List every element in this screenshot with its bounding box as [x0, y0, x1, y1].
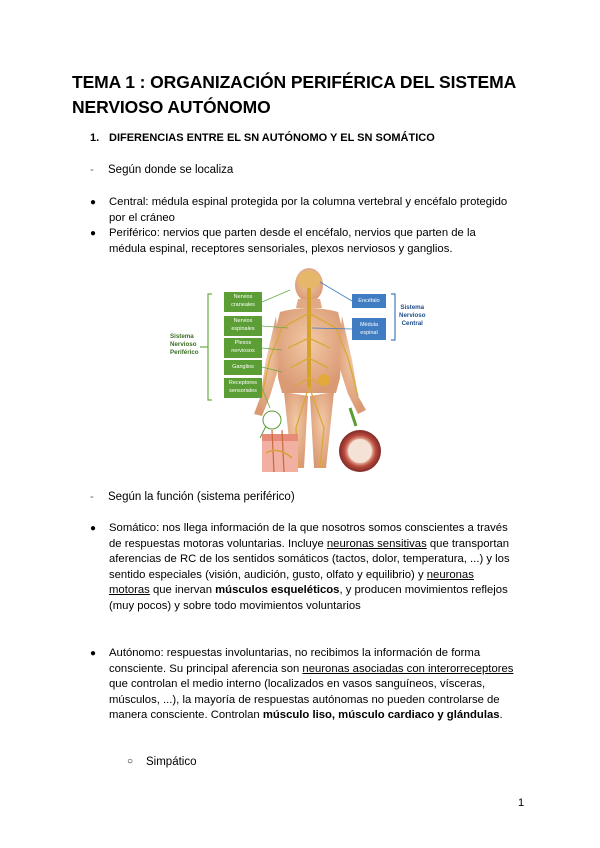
nervous-system-figure [170, 268, 438, 475]
underlined-term: neuronas asociadas con interorreceptores [302, 662, 514, 675]
right-title-line: Sistema [400, 304, 425, 311]
box-text: Encéfalo [358, 298, 380, 304]
page-title: TEMA 1 : ORGANIZACIÓN PERIFÉRICA DEL SISTEMA NERVIOSO AUTÓNOMO [72, 72, 516, 117]
bullet-icon: ● [90, 523, 97, 534]
text-run: , y producen movimientos reflejos (muy pocos) y sobre todo movimientos voluntarios [109, 584, 508, 612]
somatico-paragraph [109, 521, 514, 615]
box-text: craneales [231, 302, 255, 308]
text-run: que controlan el medio interno (localizados en vasos sanguíneos, vísceras, músculos, ...), la mayoría de respuestas autónomas no pueden controlarse de manera consciente. Controlan [109, 678, 500, 722]
box-text: Receptores [228, 380, 258, 386]
page-number: 1 [518, 797, 525, 809]
left-title-line: Sistema [170, 333, 194, 340]
nervous-system-illustration [170, 268, 438, 475]
sub-bullet-icon: ○ [127, 756, 134, 767]
section-heading [90, 132, 435, 144]
box-label-nervios-craneales [224, 293, 262, 309]
bold-term: músculos esqueléticos [215, 584, 340, 597]
bullet-text: Central: médula espinal protegida por la columna vertebral y encéfalo protegido por el cráneo [109, 196, 508, 224]
box-text: espinal [360, 330, 378, 336]
autonomo-paragraph [109, 646, 514, 724]
left-title-line: Nervioso [170, 341, 197, 348]
section-heading-text: DIFERENCIAS ENTRE EL SN AUTÓNOMO Y EL SN SOMÁTICO [109, 132, 435, 144]
dash-mark: - [90, 164, 94, 176]
bullet-icon: ● [90, 197, 97, 208]
section-number: 1. [90, 132, 100, 144]
box-text: Médula [359, 322, 379, 328]
box-text: espinales [231, 326, 255, 332]
left-title-line: Periférico [170, 349, 199, 356]
text-run: . [499, 709, 503, 722]
box-label-medula [352, 321, 386, 337]
right-title-line: Central [401, 320, 423, 327]
box-text: sensoriales [229, 388, 257, 394]
text-run: que transportan aferencias de RC de los sentidos somáticos (tactos, dolor, temperatura, ...) y los sentido especiales (visión, audición, gusto, olfato y equilibrio) y [109, 537, 510, 581]
dash-mark: - [90, 491, 94, 503]
box-label-ganglios [224, 363, 262, 371]
box-text: Nervios [233, 318, 253, 324]
box-text: Ganglios [232, 364, 254, 370]
box-label-nervios-espinales [224, 317, 262, 333]
right-title-line: Nervioso [399, 312, 426, 319]
underlined-term: neuronas sensitivas [326, 537, 427, 550]
text-run: que inervan [149, 584, 216, 597]
text-run: Somático: nos llega información de la que nosotros somos conscientes a través de respuestas motoras voluntarias. Incluye [109, 522, 508, 550]
underlined-term: neuronas motoras [109, 568, 474, 597]
bullet-icon: ● [90, 648, 97, 659]
box-text: Plexos [234, 340, 252, 346]
bullet-text: Periférico: nervios que parten desde el encéfalo, nervios que parten de la médula espinal, receptores sensoriales, plexos nerviosos y ganglios. [109, 227, 476, 255]
box-label-receptores [224, 379, 262, 395]
vessel-inset [339, 408, 381, 472]
dash-item-text: Según la función (sistema periférico) [108, 491, 295, 503]
dash-item-text: Según donde se localiza [108, 164, 234, 176]
box-label-plexos [224, 339, 262, 355]
figure-right-title [399, 304, 425, 328]
bold-term: músculo liso, músculo cardiaco y glándulas [262, 709, 500, 722]
box-text: Nervios [233, 294, 253, 300]
text-run: Autónomo: respuestas involuntarias, no recibimos la información de forma consciente. Su principal aferencia son [109, 647, 481, 675]
figure-left-title [170, 333, 199, 357]
box-label-encefalo [352, 297, 386, 305]
sub-item-text: Simpático [146, 756, 197, 768]
box-text: nerviosos [231, 348, 255, 354]
bullet-icon: ● [90, 228, 97, 239]
